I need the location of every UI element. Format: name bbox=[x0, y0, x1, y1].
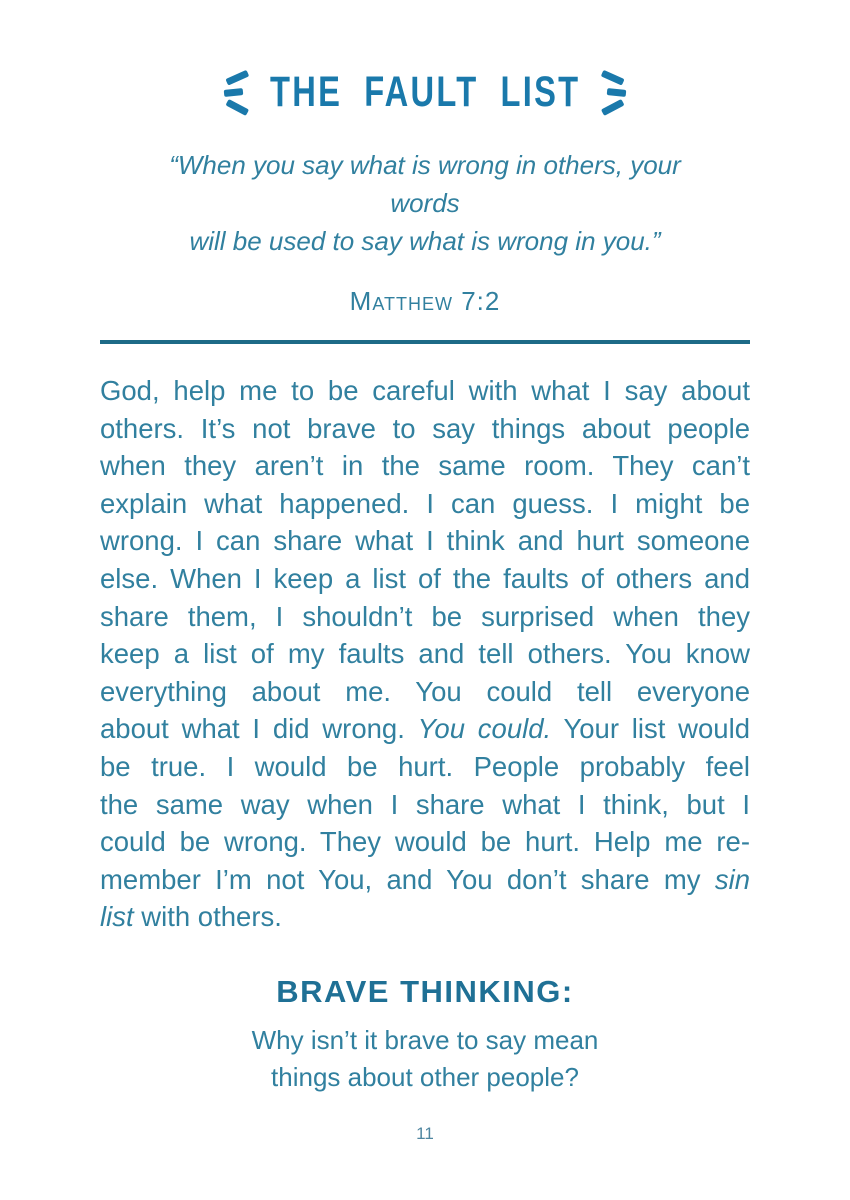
brave-thinking-question bbox=[100, 1022, 750, 1096]
burst-right-icon bbox=[603, 75, 626, 110]
prayer-line bbox=[100, 447, 750, 485]
prayer-text bbox=[100, 372, 750, 936]
prayer-line bbox=[100, 560, 750, 598]
prayer-text-segment: explain what happened. I can guess. I might be bbox=[100, 487, 750, 519]
prayer-text-segment: member I’m not You, and You don’t share my bbox=[100, 863, 715, 895]
prayer-text-segment: about what I did wrong. bbox=[100, 713, 418, 745]
brave-thinking-heading: BRAVE THINKING: bbox=[276, 973, 574, 1009]
prayer-text-segment: everything about me. You could tell everyone bbox=[100, 675, 750, 707]
chapter-title: THE FAULT LIST bbox=[269, 67, 581, 116]
prayer-line bbox=[100, 485, 750, 523]
prayer-text-segment: when they aren’t in the same room. They can’t bbox=[100, 450, 750, 482]
prayer-emphasis: sin bbox=[714, 863, 750, 895]
text-line: “When you say what is wrong in others, your words bbox=[169, 150, 681, 218]
prayer-line bbox=[100, 635, 750, 673]
prayer-text-segment: God, help me to be careful with what I say about bbox=[100, 375, 750, 406]
prayer-line bbox=[100, 898, 750, 936]
prayer-emphasis: list bbox=[100, 901, 134, 933]
prayer-text-segment: the same way when I share what I think, but I bbox=[100, 788, 750, 820]
text-line: Why isn’t it brave to say mean bbox=[251, 1024, 599, 1055]
text-line: things about other people? bbox=[271, 1061, 579, 1092]
prayer-line bbox=[100, 861, 750, 899]
prayer-line bbox=[100, 748, 750, 786]
prayer-text-segment: others. It’s not brave to say things about people bbox=[100, 412, 750, 444]
prayer-line bbox=[100, 522, 750, 560]
brave-thinking-section bbox=[100, 974, 750, 1096]
page-number: 11 bbox=[416, 1124, 434, 1143]
prayer-line bbox=[100, 598, 750, 636]
divider-rule bbox=[100, 340, 750, 344]
prayer-text-segment: share them, I shouldn’t be surprised when they bbox=[100, 600, 750, 632]
prayer-line bbox=[100, 710, 750, 748]
prayer-emphasis: You could. bbox=[417, 713, 552, 745]
prayer-line bbox=[100, 823, 750, 861]
scripture-reference: Matthew 7:2 bbox=[349, 286, 501, 316]
prayer-text-segment: Your list would bbox=[551, 713, 750, 745]
prayer-line bbox=[100, 673, 750, 711]
chapter-title-row bbox=[100, 62, 750, 122]
prayer-line bbox=[100, 786, 750, 824]
prayer-text-segment: keep a list of my faults and tell others. You know bbox=[100, 638, 750, 670]
prayer-text-segment: be true. I would be hurt. People probably feel bbox=[100, 750, 750, 782]
prayer-text-segment: wrong. I can share what I think and hurt someone bbox=[100, 525, 750, 557]
burst-left-icon bbox=[224, 75, 247, 110]
prayer-line bbox=[100, 372, 750, 410]
scripture-quote bbox=[140, 146, 710, 260]
scripture-quote-lines bbox=[140, 146, 710, 260]
prayer-line bbox=[100, 410, 750, 448]
prayer-text-segment: else. When I keep a list of the faults of others and bbox=[100, 562, 750, 594]
prayer-text-segment: could be wrong. They would be hurt. Help me re- bbox=[100, 826, 750, 858]
text-line: will be used to say what is wrong in you.” bbox=[189, 226, 661, 256]
prayer-text-segment: with others. bbox=[133, 901, 282, 933]
